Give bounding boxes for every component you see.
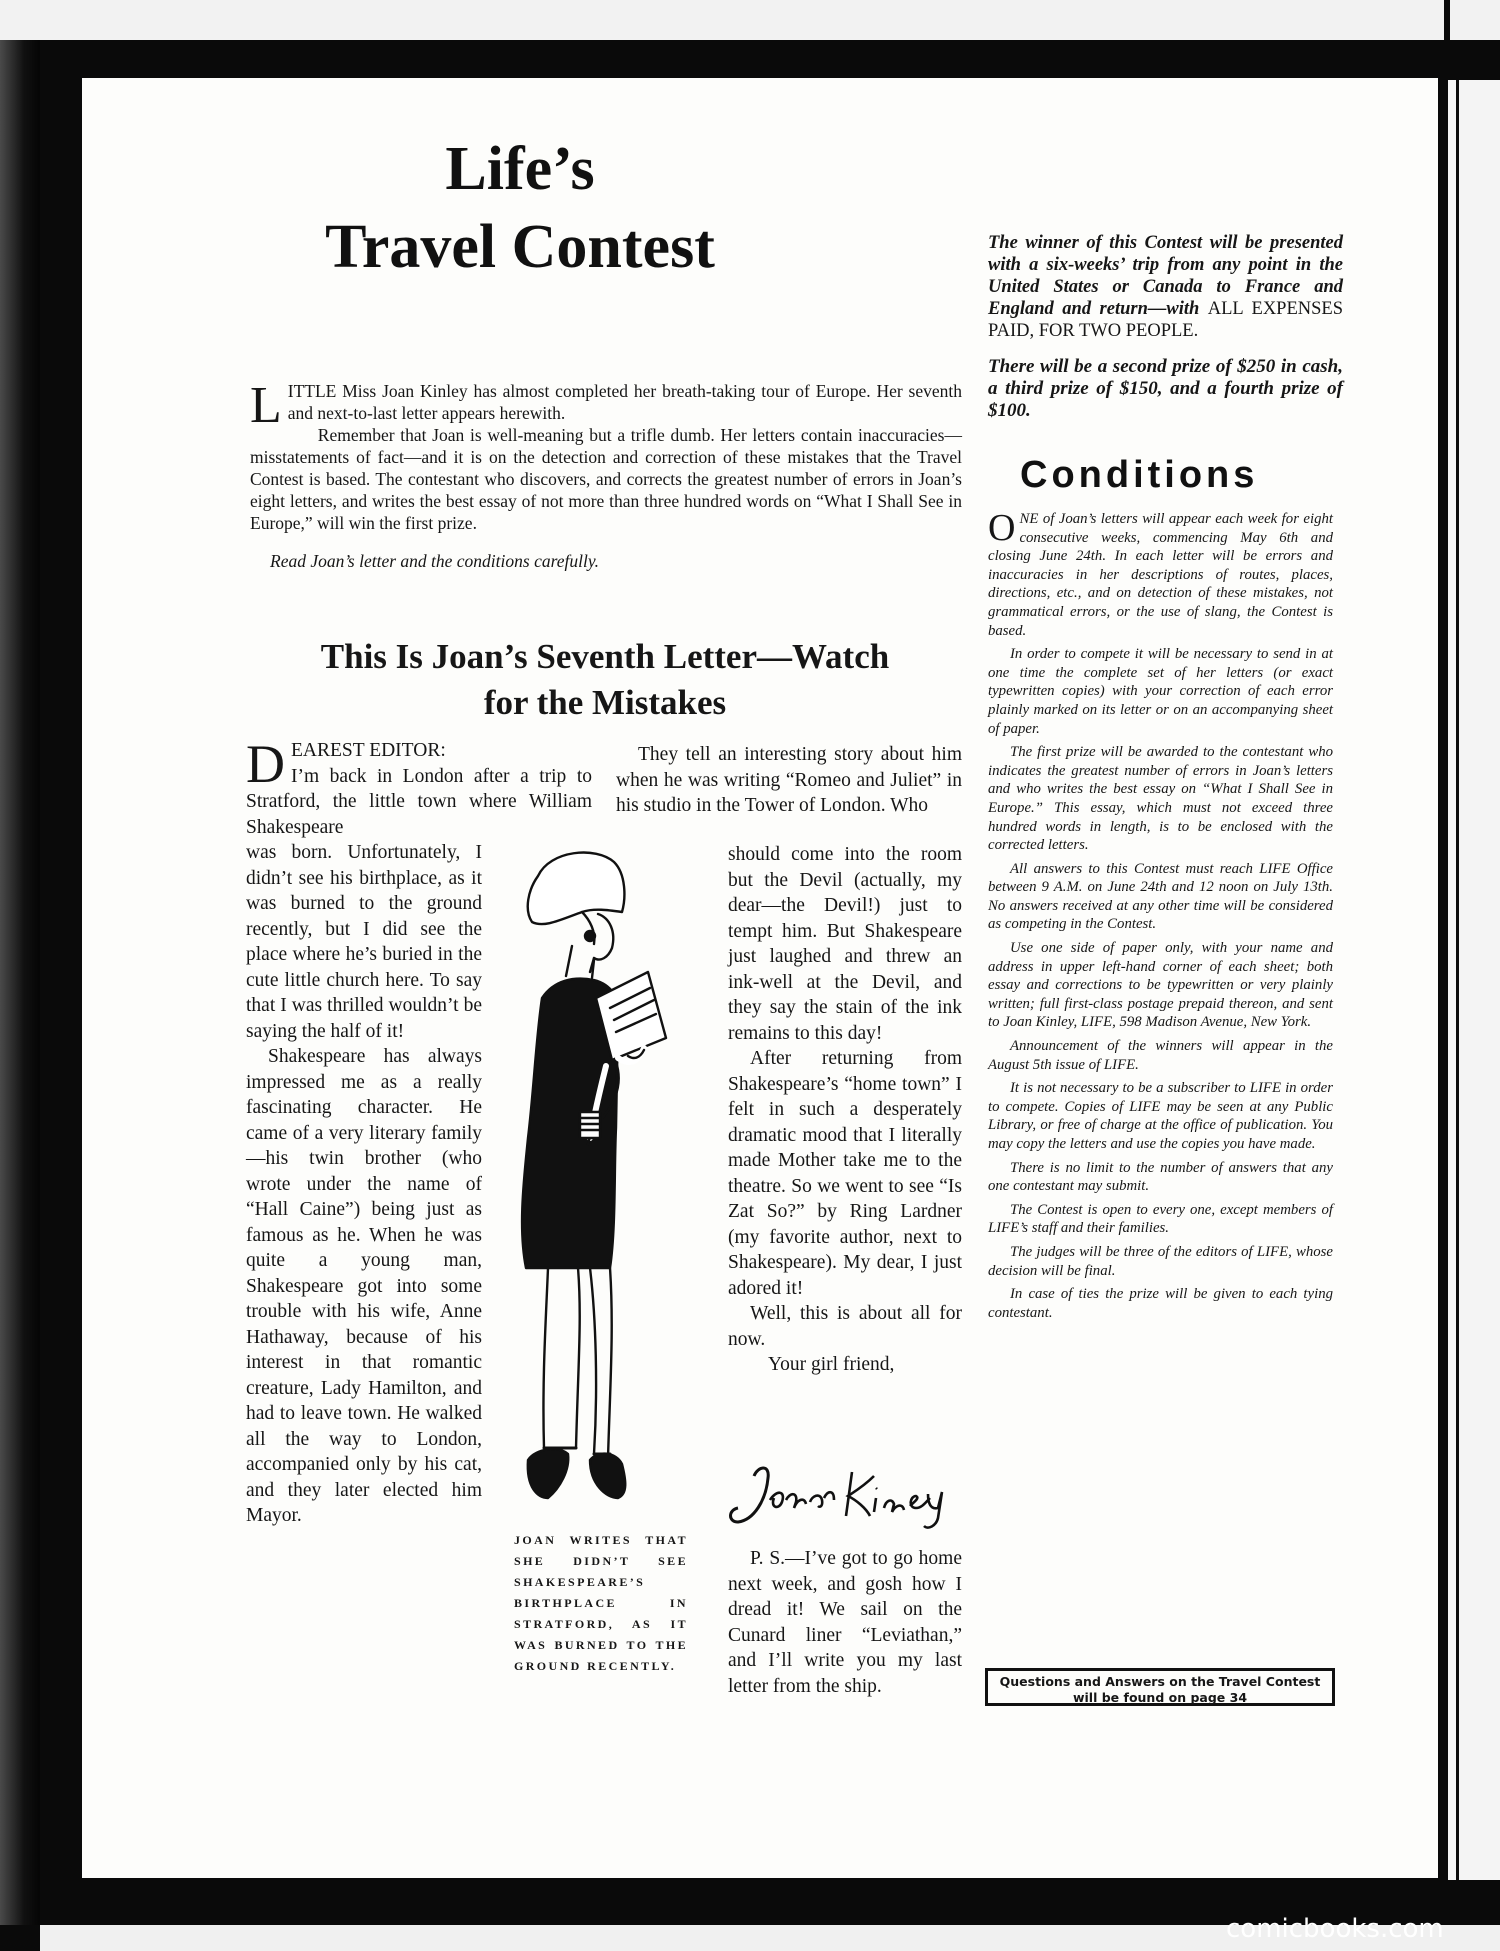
page-title: [300, 130, 740, 286]
letter-postscript: [728, 1546, 962, 1699]
watermark: comicbooks.com: [1226, 1914, 1444, 1944]
headline-line-2: for the Mistakes: [483, 683, 727, 722]
condition-paragraph: The judges will be three of the editors of LIFE, whose decision will be final.: [988, 1243, 1333, 1279]
letter-headline: [240, 634, 970, 726]
intro-text: [250, 377, 962, 572]
condition-paragraph: The Contest is open to every one, except members of LIFE’s staff and their families.: [988, 1201, 1333, 1237]
prize-announcement: [988, 232, 1343, 342]
letter-column-2-top: [616, 742, 962, 819]
letter-p4: After returning from Shakespeare’s “home town” I felt in such a desperately dramatic mood that I literally made Mother take me to the theatre. So we went to see “Is Zat So?” by Ring Lardner (my favorite author, next to Shakespeare). My dear, I just adored it!: [728, 1048, 962, 1299]
letter-column-2: [728, 842, 962, 1378]
conditions-heading: Conditions: [1020, 454, 1259, 496]
conditions-dropcap: O: [988, 507, 1016, 549]
scan-left-border: [0, 40, 40, 1925]
letter-dropcap: D: [246, 734, 285, 794]
letter-p1-top: I’m back in London after a trip to Stratford, the little town where William Shakespeare: [246, 765, 592, 838]
title-line-1: Life’s: [445, 135, 595, 203]
questions-answers-box: Questions and Answers on the Travel Contest will be found on page 34: [985, 1668, 1335, 1706]
condition-paragraph: There is no limit to the number of answers that any one contestant may submit.: [988, 1159, 1333, 1195]
intro-dropcap: L: [250, 377, 282, 434]
condition-paragraph: In case of ties the prize will be given to each tying contestant.: [988, 1286, 1333, 1321]
letter-p2: Shakespeare has always impressed me as a really fascinating character. He came of a very literary family—his twin brother (who wrote under the name of “Hall Caine”) being just as famous as he. When he was quite a young man, Shakespeare got into some trouble with his wife, Anne Hathaway, because of his interest in that romantic creature, Lady Hamilton, and had to leave town. He walked all the way to London, accompanied only by his cat, and they later elected him Mayor.: [246, 1046, 482, 1526]
prize-text: The winner of this Contest will be presented with a six-weeks’ trip from any point in the United States or Canada to France and England and return—with: [988, 233, 1343, 319]
condition-paragraph: The first prize will be awarded to the contestant who indicates the greatest number of errors in Joan’s letters and who writes the best essay on “What I Shall See in Europe.” This essay, which must not exceed three hundred words in length, is to be enclosed with the corrected letters.: [988, 744, 1333, 854]
conditions-text: [988, 507, 1333, 1327]
intro-note: Read Joan’s letter and the conditions carefully.: [270, 551, 600, 571]
condition-paragraph: In order to compete it will be necessary to send in at one time the complete set of her letters (or exact typewritten copies) with your correction of each error plainly marked on its letter or on an accompanying sheet of paper.: [988, 646, 1333, 737]
condition-paragraph: All answers to this Contest must reach LIFE Office between 9 A.M. on June 24th and 12 noon on July 13th. No answers received at any other time will be considered as competing in the Contest.: [988, 860, 1333, 933]
condition-paragraph: [988, 507, 1333, 640]
additional-prizes: There will be a second prize of $250 in cash, a third prize of $150, and a fourth prize of $100.: [988, 356, 1343, 421]
joan-illustration: [498, 848, 716, 1520]
letter-ps: P. S.—I’ve got to go home next week, and gosh how I dread it! We sail on the Cunard liner “Leviathan,” and I’ll write you my last letter from the ship.: [728, 1548, 962, 1697]
joan-kinley-signature: [724, 1456, 954, 1532]
illustration-caption: JOAN WRITES THAT SHE DIDN’T SEE SHAKESPEARE’S BIRTHPLACE IN STRATFORD, AS IT WAS BURNED TO THE GROUND RECENTLY.: [514, 1533, 688, 1673]
intro-paragraph-1: [250, 377, 962, 434]
scan-right-rule: [1456, 80, 1459, 1880]
intro-paragraph-2: Remember that Joan is well-meaning but a trifle dumb. Her letters contain inaccuracies—misstatements of fact—and it is on the detection and correction of these mistakes that the Travel Contest is based. The contestant who discovers, and corrects the greatest number of errors in Joan’s eight letters, and writes the best essay of not more than three hundred words on “What I Shall See in Europe,” will win the first prize.: [250, 425, 962, 533]
intro-p1-text: ITTLE Miss Joan Kinley has almost completed her breath-taking tour of Europe. Her seventh and next-to-last letter appears herewith.: [287, 381, 962, 423]
prize-expenses: ALL EXPENSES PAID, FOR TWO PEOPLE.: [988, 299, 1344, 341]
letter-column-1: [246, 840, 482, 1529]
letter-p3-rest: should come into the room but the Devil (actually, my dear—the Devil!) just to tempt him. But Shakespeare just laughed and threw an ink-well at the Devil, and they say the stain of the ink remains to this day!: [728, 844, 962, 1044]
headline-line-1: This Is Joan’s Seventh Letter—Watch: [320, 637, 890, 676]
signature-text: Joan Kinley: [724, 1530, 729, 1531]
condition-paragraph: It is not necessary to be a subscriber to LIFE in order to compete. Copies of LIFE may be seen at any Public Library, or free of charge at the office of publication. You may copy the letters and use the copies you have made.: [988, 1080, 1333, 1152]
condition-text: NE of Joan’s letters will appear each week for eight consecutive weeks, commencing May 6th and closing June 24th. In each letter will be errors and inaccuracies in her descriptions of routes, places, directions, etc., and on detection of these mistakes, not grammatical errors, or the use of slang, the Contest is based.: [988, 511, 1333, 639]
letter-opening: [246, 734, 592, 840]
letter-p5: Well, this is about all for now.: [728, 1303, 962, 1350]
letter-closing: Your girl friend,: [768, 1354, 895, 1375]
letter-salutation-para: [246, 734, 592, 840]
condition-paragraph: Announcement of the winners will appear in the August 5th issue of LIFE.: [988, 1038, 1333, 1073]
letter-p1-rest: was born. Unfortunately, I didn’t see his birthplace, as it was burned to the ground recently, but I did see the place where he’s buried in the cute little church here. To say that I was thrilled wouldn’t be saying the half of it!: [246, 842, 482, 1042]
scan-right-edge: [1448, 80, 1500, 1880]
scan-separator: [1444, 0, 1450, 40]
letter-salutation: EAREST EDITOR:: [291, 740, 446, 761]
title-line-2: Travel Contest: [325, 213, 715, 281]
scan-top-edge: [0, 0, 1500, 40]
condition-paragraph: Use one side of paper only, with your name and address in upper left-hand corner of each sheet; both essay and corrections to be typewritten or very plainly written; full first-class postage prepaid thereon, and sent to Joan Kinley, LIFE, 598 Madison Avenue, New York.: [988, 940, 1333, 1031]
letter-p3-top: They tell an interesting story about him when he was writing “Romeo and Juliet” in his studio in the Tower of London. Who: [616, 744, 962, 816]
